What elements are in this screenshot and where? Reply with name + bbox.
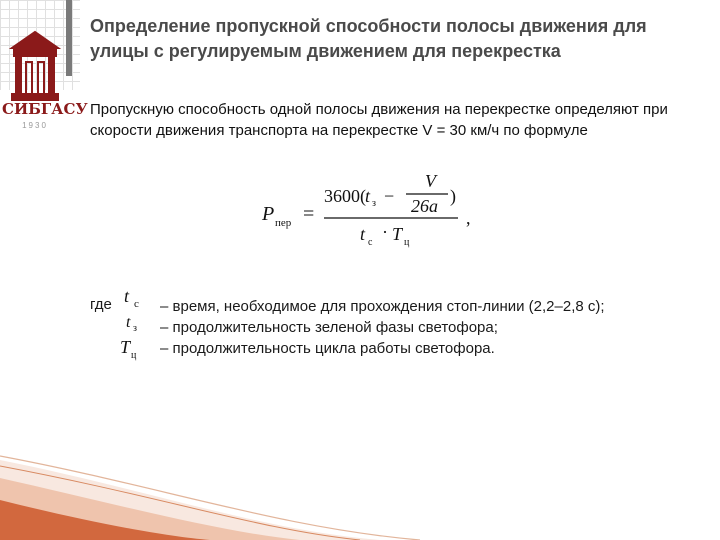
formula-equals: = [303, 203, 315, 225]
formula-close: ) [450, 186, 456, 206]
definition-tc: – время, необходимое для прохождения стоп-линии (2,2–2,8 с); [160, 298, 605, 315]
symbol-t-c: t [124, 286, 130, 306]
formula-den-T-sub: ц [404, 237, 410, 248]
definition-Tc: – продолжительность цикла работы светофора. [160, 340, 495, 357]
formula-den-T: T [392, 224, 403, 244]
formula-num-t: t [365, 186, 371, 206]
logo-name: СИБГАСУ [2, 100, 88, 118]
formula-frac-num: V [425, 172, 436, 191]
formula-num-coef: 3600( [324, 186, 366, 206]
university-logo-icon [2, 18, 88, 138]
symbol-t-z: t [126, 314, 131, 331]
capacity-formula [258, 172, 488, 252]
formula-comma: , [466, 208, 471, 228]
formula-den-t: t [360, 224, 366, 244]
symbol-t-z-sub: з [133, 323, 137, 334]
formula-minus: − [384, 186, 395, 206]
formula-num-t-sub: з [372, 198, 376, 209]
formula-lhs-sub: пер [275, 217, 292, 229]
symbol-t-c-sub: с [134, 298, 139, 310]
symbol-T-c: T [120, 337, 131, 357]
title-accent-bar [66, 0, 72, 76]
formula-den-t-sub: с [368, 237, 373, 248]
definition-tz: – продолжительность зеленой фазы светофора; [160, 319, 498, 336]
intro-paragraph: Пропускную способность одной полосы движения на перекрестке определяют при скорости движения транспорта на перекрестке V = 30 км/ч по формуле [90, 101, 668, 139]
formula-dot: · [382, 222, 388, 242]
decorative-waves [0, 450, 720, 540]
formula-lhs: P [262, 203, 275, 225]
page-title: Определение пропускной способности полосы движения для улицы с регулируемым движением для перекрестка [90, 16, 647, 61]
symbol-T-c-sub: ц [131, 350, 137, 361]
definition-symbols [118, 286, 158, 366]
logo-year: 1930 [22, 121, 48, 130]
formula-frac-den: 26a [411, 196, 438, 216]
where-label: где [90, 296, 112, 313]
